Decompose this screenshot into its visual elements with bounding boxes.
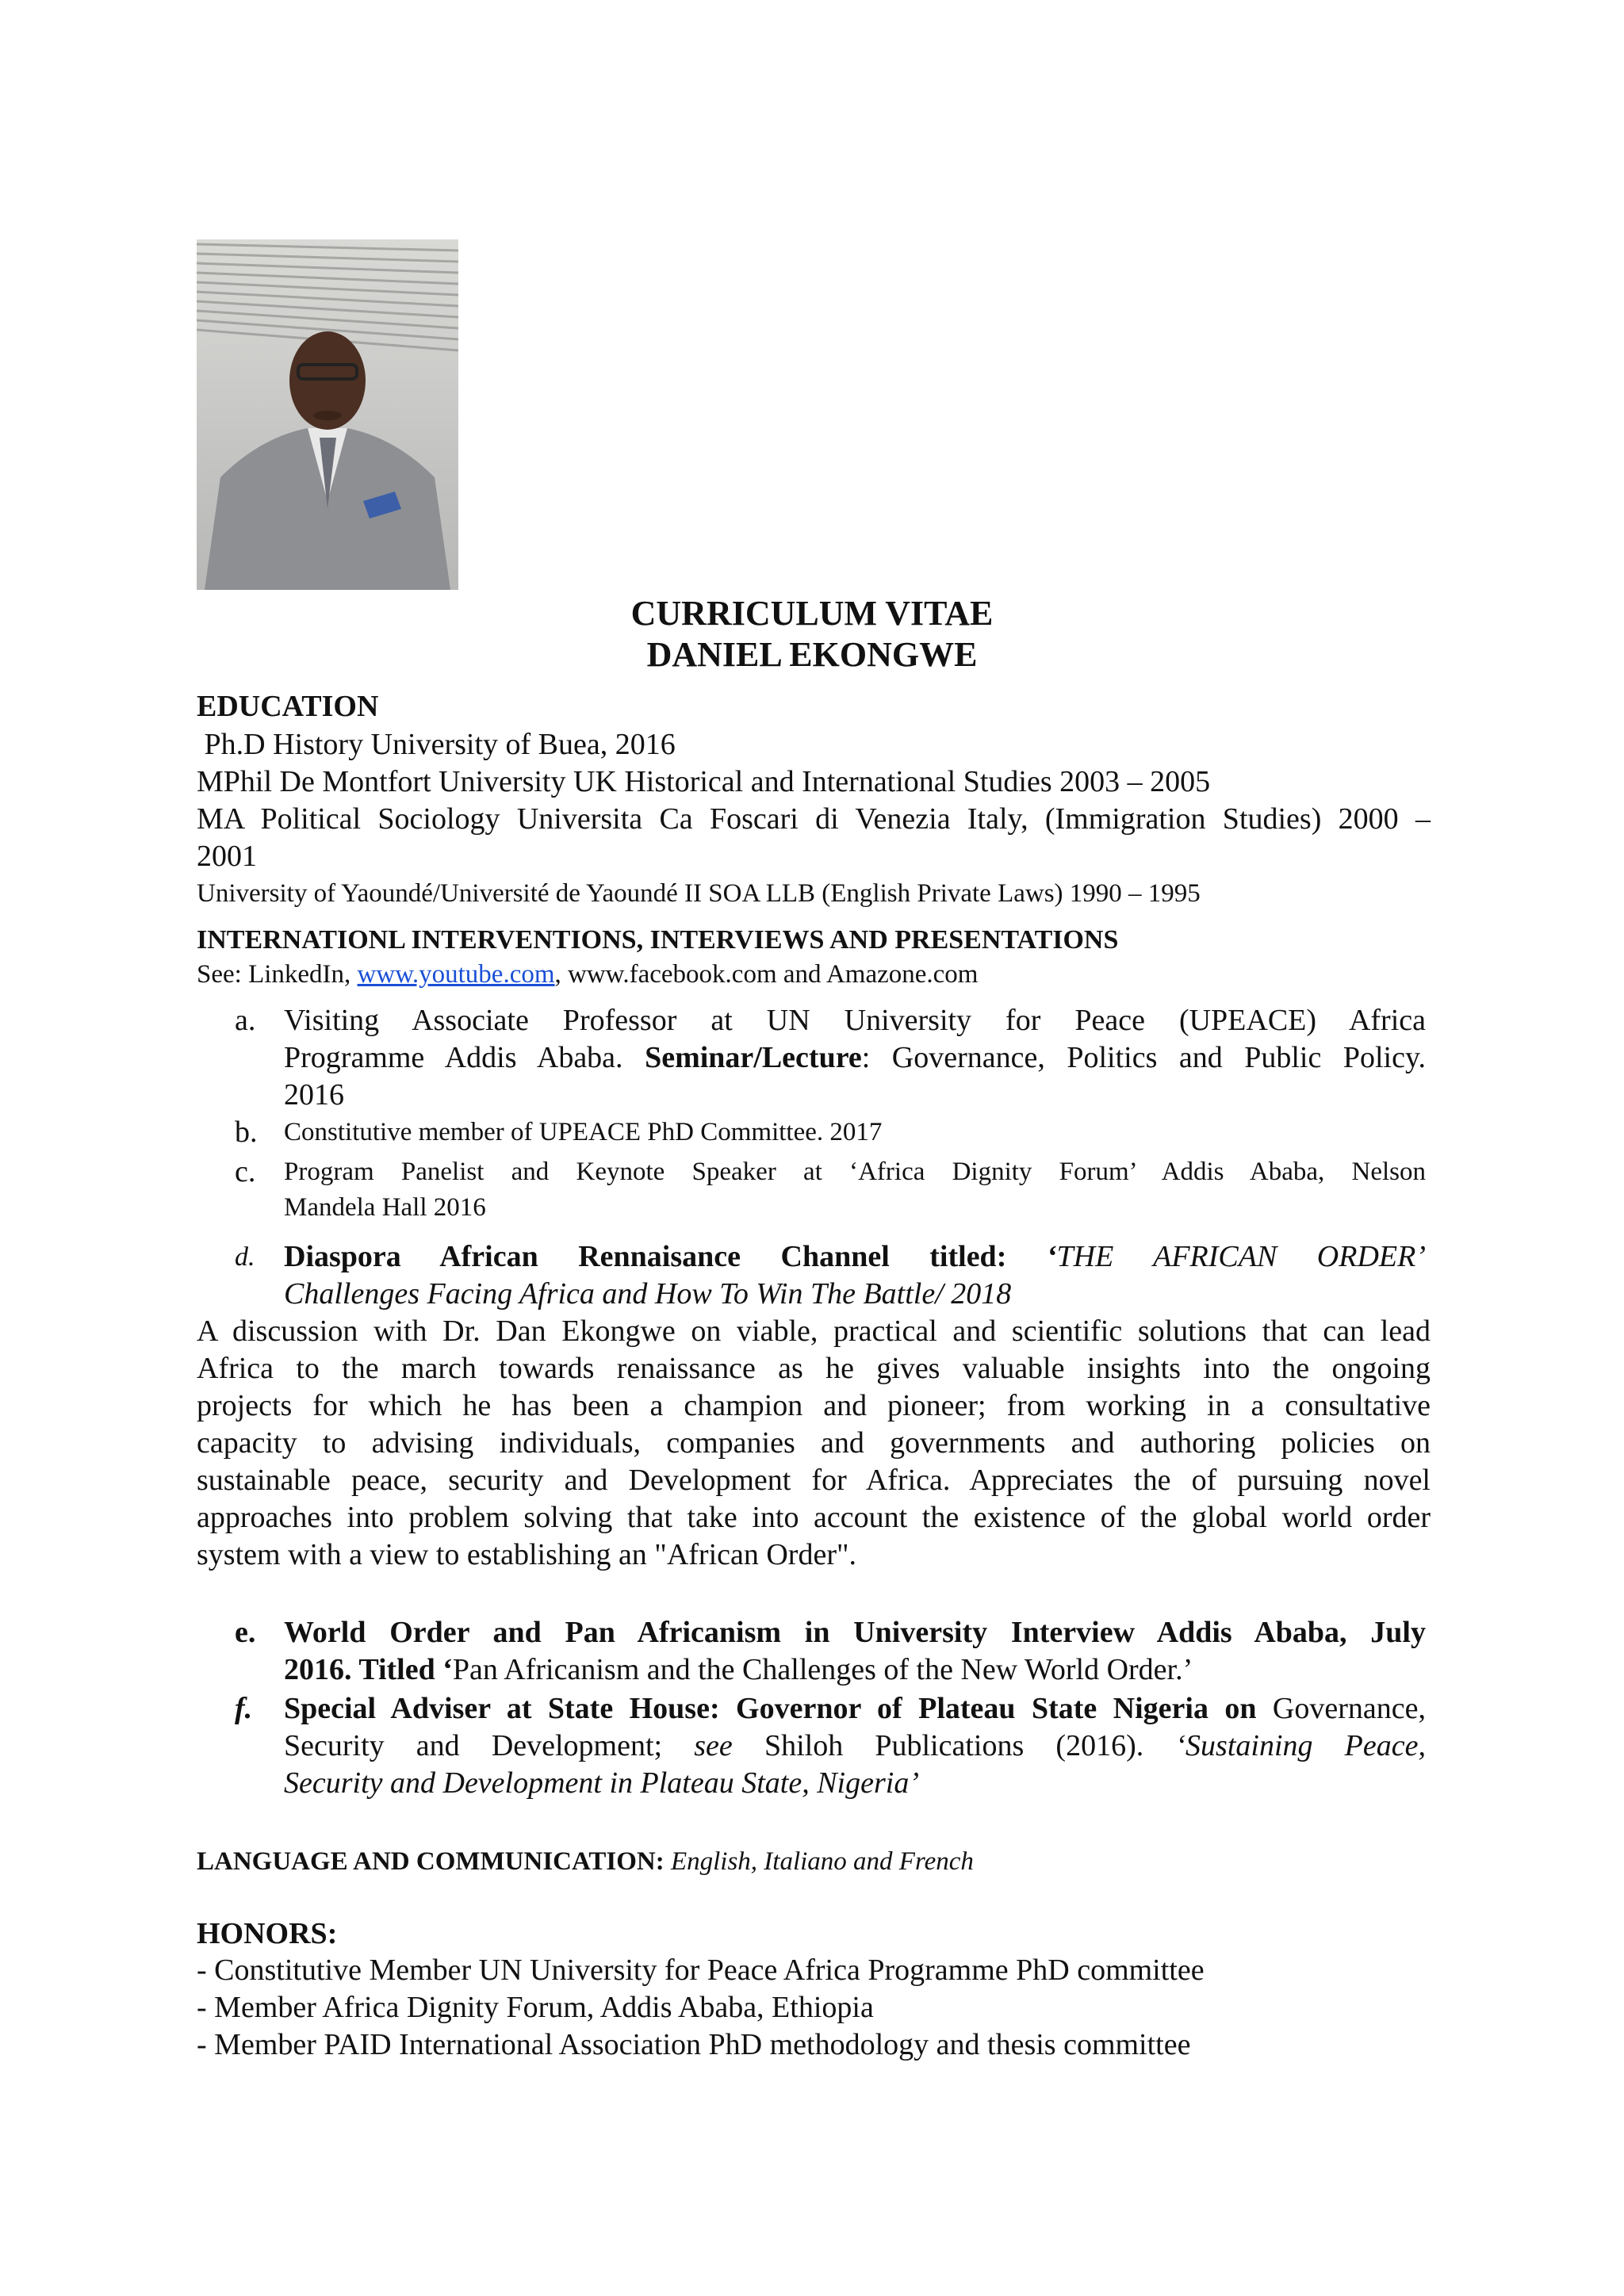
honors-item: - Member PAID International Association PhD methodology and thesis committee	[197, 2028, 1191, 2061]
language-label: LANGUAGE AND COMMUNICATION:	[197, 1847, 665, 1876]
item-a-line3: 2016	[284, 1078, 344, 1112]
list-item-text	[284, 1614, 1426, 1689]
item-c-line2: Mandela Hall 2016	[284, 1193, 486, 1222]
education-item: MA Political Sociology Universita Ca Foscari di Venezia Italy, (Immigration Studies) 2000 –	[197, 802, 1431, 836]
paragraph-line: system with a view to establishing an "African Order".	[197, 1538, 856, 1571]
cv-title: CURRICULUM VITAE	[630, 594, 994, 633]
item-f-bold: Special Adviser at State House: Governor of Plateau State Nigeria on	[284, 1692, 1257, 1725]
item-f-text3: Shiloh Publications (2016).	[732, 1729, 1176, 1762]
list-marker: a.	[235, 1004, 256, 1037]
list-marker: e.	[235, 1616, 256, 1649]
see-prefix: See: LinkedIn,	[197, 960, 358, 989]
description-paragraph	[197, 1313, 1431, 1574]
item-a-bold: Seminar/Lecture	[645, 1041, 862, 1074]
item-f-text: Governance,	[1256, 1692, 1426, 1725]
paragraph-line: sustainable peace, security and Development for Africa. Appreciates the of pursuing novel	[197, 1464, 1431, 1497]
paragraph-line: A discussion with Dr. Dan Ekongwe on viable, practical and scientific solutions that can lead	[197, 1314, 1431, 1348]
paragraph-line: Africa to the march towards renaissance as he gives valuable insights into the ongoing	[197, 1352, 1431, 1385]
item-a-line2	[284, 1039, 1426, 1077]
honors-item: - Constitutive Member UN University for Peace Africa Programme PhD committee	[197, 1954, 1205, 1987]
language-line	[197, 1844, 1431, 1879]
item-d-quote: ‘	[1046, 1240, 1057, 1273]
education-item: University of Yaoundé/Université de Yaoundé II SOA LLB (English Private Laws) 1990 – 1995	[197, 879, 1201, 908]
list-marker: c.	[235, 1155, 256, 1188]
paragraph-line: approaches into problem solving that take into account the existence of the global world order	[197, 1501, 1431, 1534]
list-item-text	[284, 1154, 1426, 1226]
list-marker: d.	[235, 1242, 255, 1272]
education-list	[197, 726, 1431, 912]
item-e-line1: World Order and Pan Africanism in University Interview Addis Ababa, July	[284, 1616, 1426, 1649]
item-d-line2: Challenges Facing Africa and How To Win The Battle/ 2018	[284, 1277, 1012, 1311]
list-item-text	[284, 1002, 1426, 1114]
item-d-italic: THE AFRICAN ORDER’	[1056, 1240, 1426, 1273]
item-f-line3: Security and Development in Plateau State, Nigeria’	[284, 1766, 919, 1800]
person-name: DANIEL EKONGWE	[646, 635, 978, 674]
list-item-text	[284, 1238, 1426, 1313]
item-f-line2	[284, 1728, 1426, 1765]
item-c-line1: Program Panelist and Keynote Speaker at ‘Africa Dignity Forum’ Addis Ababa, Nelson	[284, 1158, 1426, 1186]
item-f-text2: Security and Development;	[284, 1729, 695, 1762]
honors-item: - Member Africa Dignity Forum, Addis Ababa, Ethiopia	[197, 1991, 874, 2024]
item-b-text: Constitutive member of UPEACE PhD Committee. 2017	[284, 1118, 883, 1146]
item-e-text: Pan Africanism and the Challenges of the New World Order.’	[452, 1653, 1193, 1686]
item-d-line1	[284, 1238, 1426, 1276]
education-heading: EDUCATION	[197, 690, 379, 723]
education-item: MPhil De Montfort University UK Historical and International Studies 2003 – 2005	[197, 765, 1211, 798]
portrait-photo	[197, 239, 458, 590]
item-d-bold: Diaspora African Rennaisance Channel titled:	[284, 1240, 1047, 1273]
paragraph-line: capacity to advising individuals, companies and governments and authoring policies on	[197, 1426, 1431, 1460]
item-e-line2	[284, 1651, 1426, 1689]
list-marker: b.	[235, 1115, 258, 1149]
item-a-line1: Visiting Associate Professor at UN University for Peace (UPEACE) Africa	[284, 1004, 1426, 1037]
honors-heading: HONORS:	[197, 1917, 338, 1950]
item-a-text2: : Governance, Politics and Public Policy.	[861, 1041, 1426, 1074]
international-heading: INTERNATIONL INTERVENTIONS, INTERVIEWS AND PRESENTATIONS	[197, 925, 1119, 955]
list-item-text	[284, 1690, 1426, 1802]
item-f-line1	[284, 1690, 1426, 1728]
youtube-link[interactable]: www.youtube.com	[357, 960, 555, 989]
honors-list	[197, 1952, 1431, 2064]
item-f-italic: see	[694, 1729, 733, 1762]
item-e-bold: 2016. Titled ‘	[284, 1653, 453, 1686]
education-item: Ph.D History University of Buea, 2016	[197, 728, 676, 761]
language-value: English, Italiano and French	[664, 1847, 974, 1876]
list-marker: f.	[235, 1692, 253, 1725]
item-f-italic2: ‘Sustaining Peace,	[1175, 1729, 1426, 1762]
see-links-line	[197, 958, 1431, 991]
paragraph-line: projects for which he has been a champion and pioneer; from working in a consultative	[197, 1389, 1431, 1422]
item-a-text: Programme Addis Ababa.	[284, 1041, 645, 1074]
see-suffix: , www.facebook.com and Amazone.com	[554, 960, 979, 989]
education-item: 2001	[197, 840, 257, 873]
